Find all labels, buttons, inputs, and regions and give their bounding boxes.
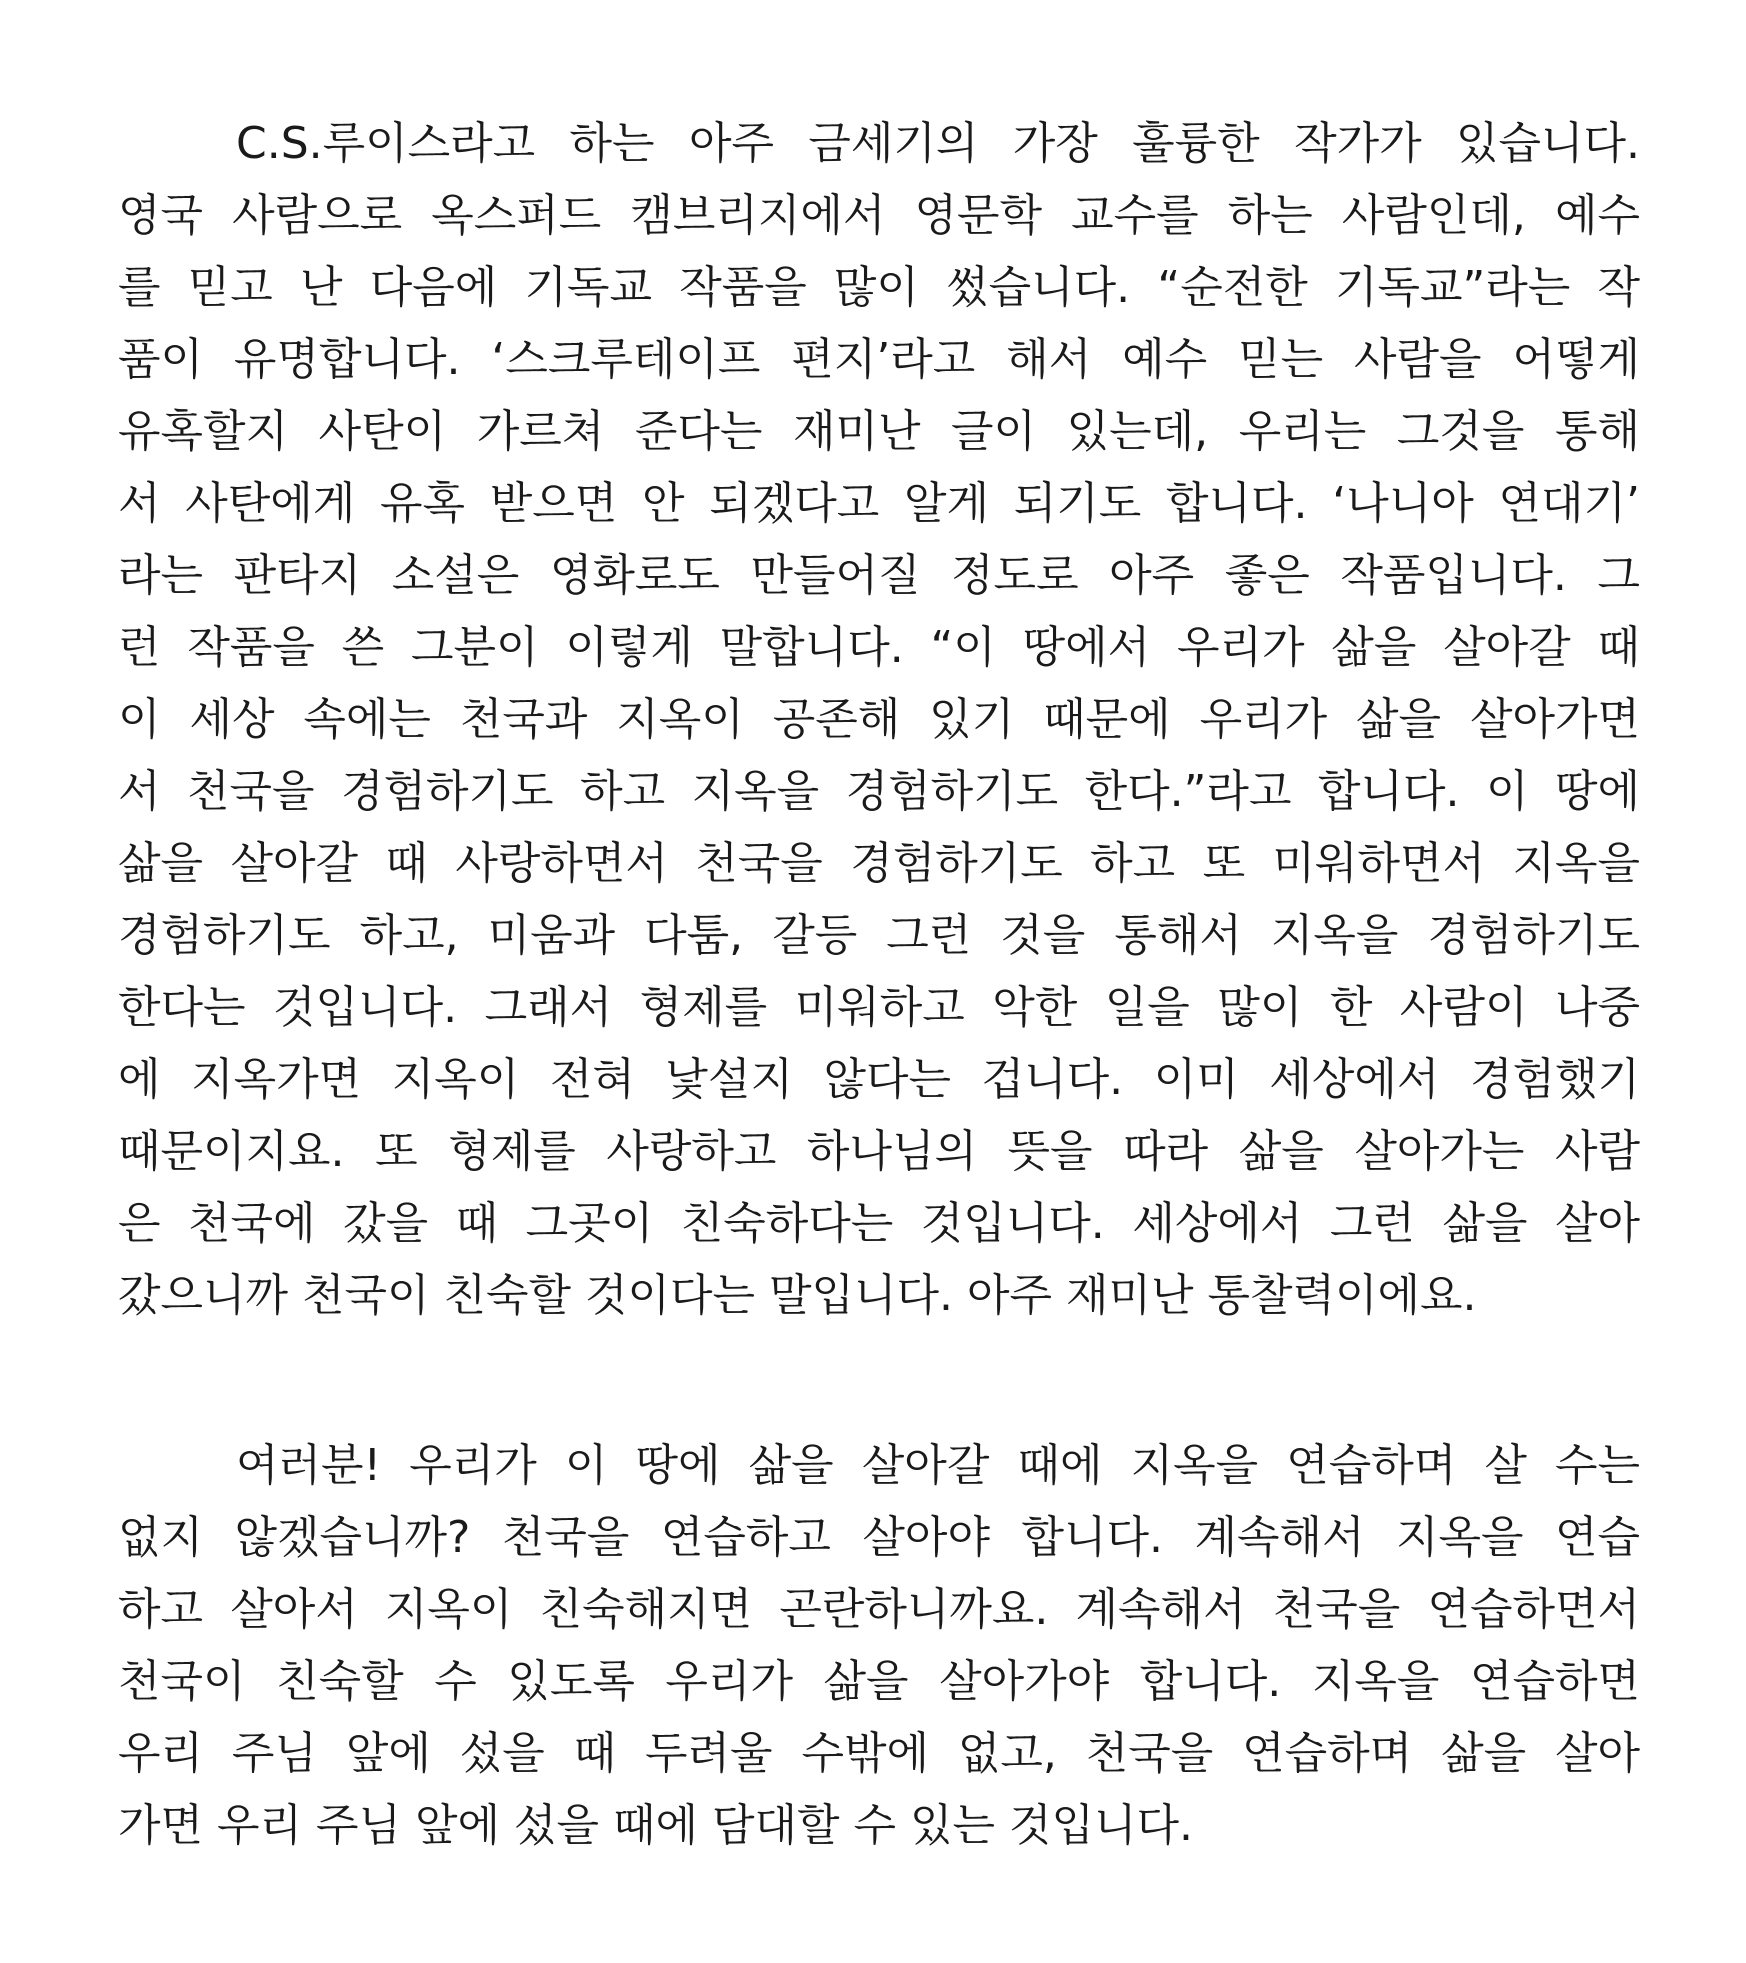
text-line: 이 세상 속에는 천국과 지옥이 공존해 있기 때문에 우리가 삶을 살아가면	[118, 694, 1640, 745]
text-line: 때문이지요. 또 형제를 사랑하고 하나님의 뜻을 따라 삶을 살아가는 사람	[118, 1126, 1640, 1177]
text-line: C.S.루이스라고 하는 아주 금세기의 가장 훌륭한 작가가 있습니다.	[236, 118, 1640, 169]
text-line: 하고 살아서 지옥이 친숙해지면 곤란하니까요. 계속해서 천국을 연습하면서	[118, 1584, 1640, 1635]
text-line: 에 지옥가면 지옥이 전혀 낯설지 않다는 겁니다. 이미 세상에서 경험했기	[118, 1054, 1640, 1105]
text-line: 은 천국에 갔을 때 그곳이 친숙하다는 것입니다. 세상에서 그런 삶을 살아	[118, 1198, 1640, 1249]
text-line: 를 믿고 난 다음에 기독교 작품을 많이 썼습니다. “순전한 기독교”라는 작	[118, 262, 1640, 313]
text-line: 서 사탄에게 유혹 받으면 안 되겠다고 알게 되기도 합니다. ‘나니아 연대기’	[118, 478, 1640, 529]
text-line: 품이 유명합니다. ‘스크루테이프 편지’라고 해서 예수 믿는 사람을 어떻게	[118, 334, 1640, 385]
text-line: 영국 사람으로 옥스퍼드 캠브리지에서 영문학 교수를 하는 사람인데, 예수	[118, 190, 1640, 241]
text-line: 유혹할지 사탄이 가르쳐 준다는 재미난 글이 있는데, 우리는 그것을 통해	[118, 406, 1640, 457]
text-line: 라는 판타지 소설은 영화로도 만들어질 정도로 아주 좋은 작품입니다. 그	[118, 550, 1640, 601]
text-line: 없지 않겠습니까? 천국을 연습하고 살아야 합니다. 계속해서 지옥을 연습	[118, 1512, 1640, 1563]
text-line: 삶을 살아갈 때 사랑하면서 천국을 경험하기도 하고 또 미워하면서 지옥을	[118, 838, 1640, 889]
text-line: 가면 우리 주님 앞에 섰을 때에 담대할 수 있는 것입니다.	[118, 1800, 1193, 1851]
text-line: 경험하기도 하고, 미움과 다툼, 갈등 그런 것을 통해서 지옥을 경험하기도	[118, 910, 1640, 961]
text-line: 갔으니까 천국이 친숙할 것이다는 말입니다. 아주 재미난 통찰력이에요.	[118, 1270, 1477, 1321]
text-line: 우리 주님 앞에 섰을 때 두려울 수밖에 없고, 천국을 연습하며 삶을 살아	[118, 1728, 1640, 1779]
text-line: 여러분! 우리가 이 땅에 삶을 살아갈 때에 지옥을 연습하며 살 수는	[236, 1440, 1640, 1491]
paragraph-2	[118, 1430, 1640, 1862]
paragraph-1	[118, 108, 1640, 1332]
text-line: 한다는 것입니다. 그래서 형제를 미워하고 악한 일을 많이 한 사람이 나중	[118, 982, 1640, 1033]
text-line: 천국이 친숙할 수 있도록 우리가 삶을 살아가야 합니다. 지옥을 연습하면	[118, 1656, 1640, 1707]
text-line: 서 천국을 경험하기도 하고 지옥을 경험하기도 한다.”라고 합니다. 이 땅에	[118, 766, 1640, 817]
text-line: 런 작품을 쓴 그분이 이렇게 말합니다. “이 땅에서 우리가 삶을 살아갈 때	[118, 622, 1640, 673]
